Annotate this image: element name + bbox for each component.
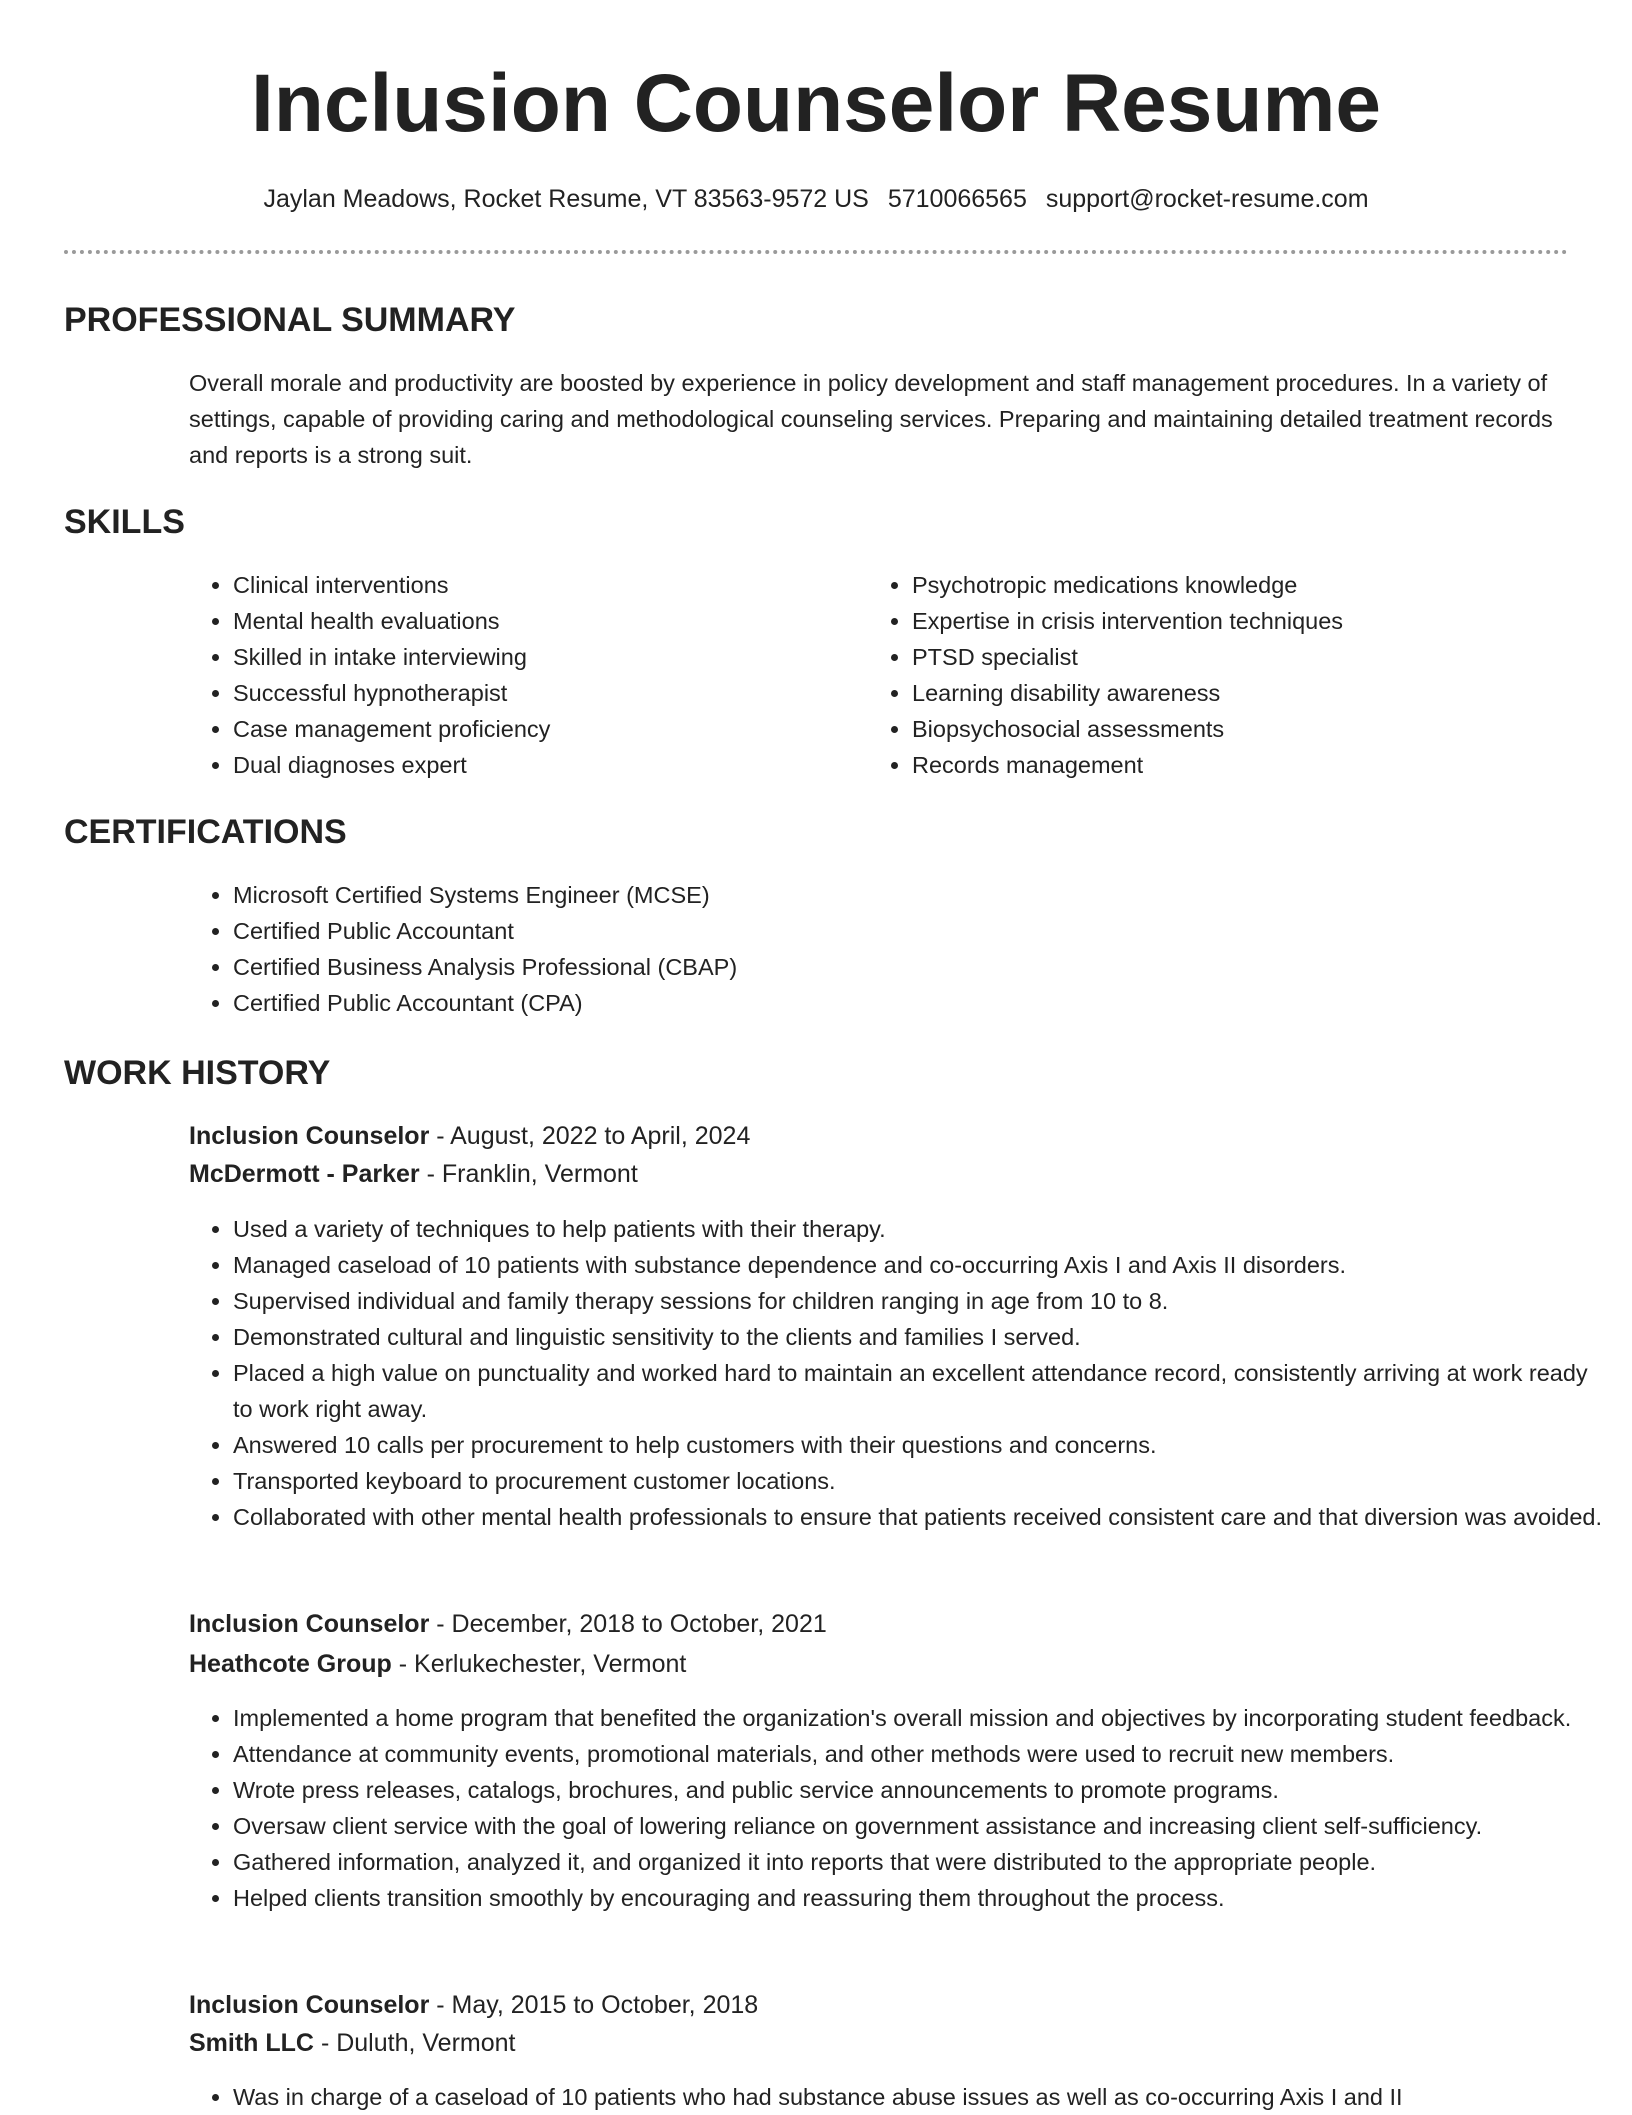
list-item: • Placed a high value on punctuality and worked hard to maintain an excellent attendance record, consistently arriving at work ready to work right away. bbox=[233, 1355, 1613, 1427]
job-location: - Duluth, Vermont bbox=[314, 2029, 516, 2057]
certifications-heading: CERTIFICATIONS bbox=[64, 813, 347, 851]
skills-list-right bbox=[868, 567, 1592, 783]
work-history-heading: WORK HISTORY bbox=[64, 1054, 331, 1092]
list-item: • Supervised individual and family therapy sessions for children ranging in age from 10 to 8. bbox=[233, 1283, 1613, 1319]
list-item: • Learning disability awareness bbox=[912, 675, 1592, 711]
job-location: - Kerlukechester, Vermont bbox=[391, 1650, 687, 1678]
list-item: • Psychotropic medications knowledge bbox=[912, 567, 1592, 603]
contact-phone: 5710066565 bbox=[887, 185, 1027, 213]
list-item: • Managed caseload of 10 patients with substance dependence and co-occurring Axis I and Axis II disorders. bbox=[233, 1247, 1613, 1283]
job-title-line bbox=[189, 1606, 827, 1642]
job-location: - Franklin, Vermont bbox=[419, 1160, 638, 1188]
list-item: • Oversaw client service with the goal of lowering reliance on government assistance and increasing client self-sufficiency. bbox=[233, 1808, 1613, 1844]
list-item: • Certified Public Accountant (CPA) bbox=[233, 985, 1533, 1021]
skills-list-left bbox=[189, 567, 853, 783]
list-item: • Implemented a home program that benefited the organization's overall mission and objectives by incorporating student feedback. bbox=[233, 1700, 1613, 1736]
job-title-line bbox=[189, 1118, 750, 1154]
list-item: • Answered 10 calls per procurement to help customers with their questions and concerns. bbox=[233, 1427, 1613, 1463]
job-bullets bbox=[189, 1211, 1613, 1535]
list-item: • Wrote press releases, catalogs, brochures, and public service announcements to promote programs. bbox=[233, 1772, 1613, 1808]
header-divider bbox=[64, 250, 1568, 254]
list-item: • Records management bbox=[912, 747, 1592, 783]
job-company-line bbox=[189, 1646, 686, 1682]
list-item: • Successful hypnotherapist bbox=[233, 675, 853, 711]
job-company-line bbox=[189, 1156, 638, 1192]
job-dates: - May, 2015 to October, 2018 bbox=[429, 1991, 759, 2019]
contact-line bbox=[0, 182, 1632, 216]
list-item: • Was in charge of a caseload of 10 patients who had substance abuse issues as well as co-occurring Axis I and II bbox=[233, 2079, 1613, 2115]
list-item: • Transported keyboard to procurement customer locations. bbox=[233, 1463, 1613, 1499]
list-item: • Microsoft Certified Systems Engineer (MCSE) bbox=[233, 877, 1533, 913]
list-item: • Gathered information, analyzed it, and organized it into reports that were distributed to the appropriate people. bbox=[233, 1844, 1613, 1880]
list-item: • Used a variety of techniques to help patients with their therapy. bbox=[233, 1211, 1613, 1247]
summary-heading: PROFESSIONAL SUMMARY bbox=[64, 301, 516, 339]
list-item: • Attendance at community events, promotional materials, and other methods were used to recruit new members. bbox=[233, 1736, 1613, 1772]
list-item: • Clinical interventions bbox=[233, 567, 853, 603]
job-title: Inclusion Counselor bbox=[189, 1610, 430, 1638]
job-title: Inclusion Counselor bbox=[189, 1991, 430, 2019]
job-company: Smith LLC bbox=[189, 2029, 314, 2057]
job-title: Inclusion Counselor bbox=[189, 1122, 430, 1150]
job-company-line bbox=[189, 2025, 515, 2061]
job-dates: - December, 2018 to October, 2021 bbox=[429, 1610, 827, 1638]
list-item: • Demonstrated cultural and linguistic sensitivity to the clients and families I served. bbox=[233, 1319, 1613, 1355]
list-item: • PTSD specialist bbox=[912, 639, 1592, 675]
job-company: Heathcote Group bbox=[189, 1650, 392, 1678]
job-bullets bbox=[189, 1700, 1613, 1916]
contact-email: support@rocket-resume.com bbox=[1045, 185, 1369, 213]
job-dates: - August, 2022 to April, 2024 bbox=[429, 1122, 751, 1150]
list-item: • Case management proficiency bbox=[233, 711, 853, 747]
list-item: • Certified Business Analysis Professional (CBAP) bbox=[233, 949, 1533, 985]
list-item: • Mental health evaluations bbox=[233, 603, 853, 639]
certifications-list bbox=[189, 877, 1533, 1021]
list-item: • Biopsychosocial assessments bbox=[912, 711, 1592, 747]
skills-heading: SKILLS bbox=[64, 503, 185, 541]
list-item: • Certified Public Accountant bbox=[233, 913, 1533, 949]
contact-address: Jaylan Meadows, Rocket Resume, VT 83563-9572 US bbox=[263, 185, 869, 213]
list-item: • Expertise in crisis intervention techniques bbox=[912, 603, 1592, 639]
summary-text: Overall morale and productivity are boosted by experience in policy development and staff management procedures. In a variety of settings, capable of providing caring and methodological counseling services. Preparing and maintaining detailed treatment records and reports is a strong suit. bbox=[189, 370, 1553, 468]
job-title-line bbox=[189, 1987, 758, 2023]
job-company: McDermott - Parker bbox=[189, 1160, 420, 1188]
list-item: • Helped clients transition smoothly by encouraging and reassuring them throughout the process. bbox=[233, 1880, 1613, 1916]
resume-title: Inclusion Counselor Resume bbox=[251, 58, 1381, 149]
list-item: • Dual diagnoses expert bbox=[233, 747, 853, 783]
list-item: • Skilled in intake interviewing bbox=[233, 639, 853, 675]
list-item: • Collaborated with other mental health professionals to ensure that patients received consistent care and that diversion was avoided. bbox=[233, 1499, 1613, 1535]
job-bullets bbox=[189, 2079, 1613, 2115]
